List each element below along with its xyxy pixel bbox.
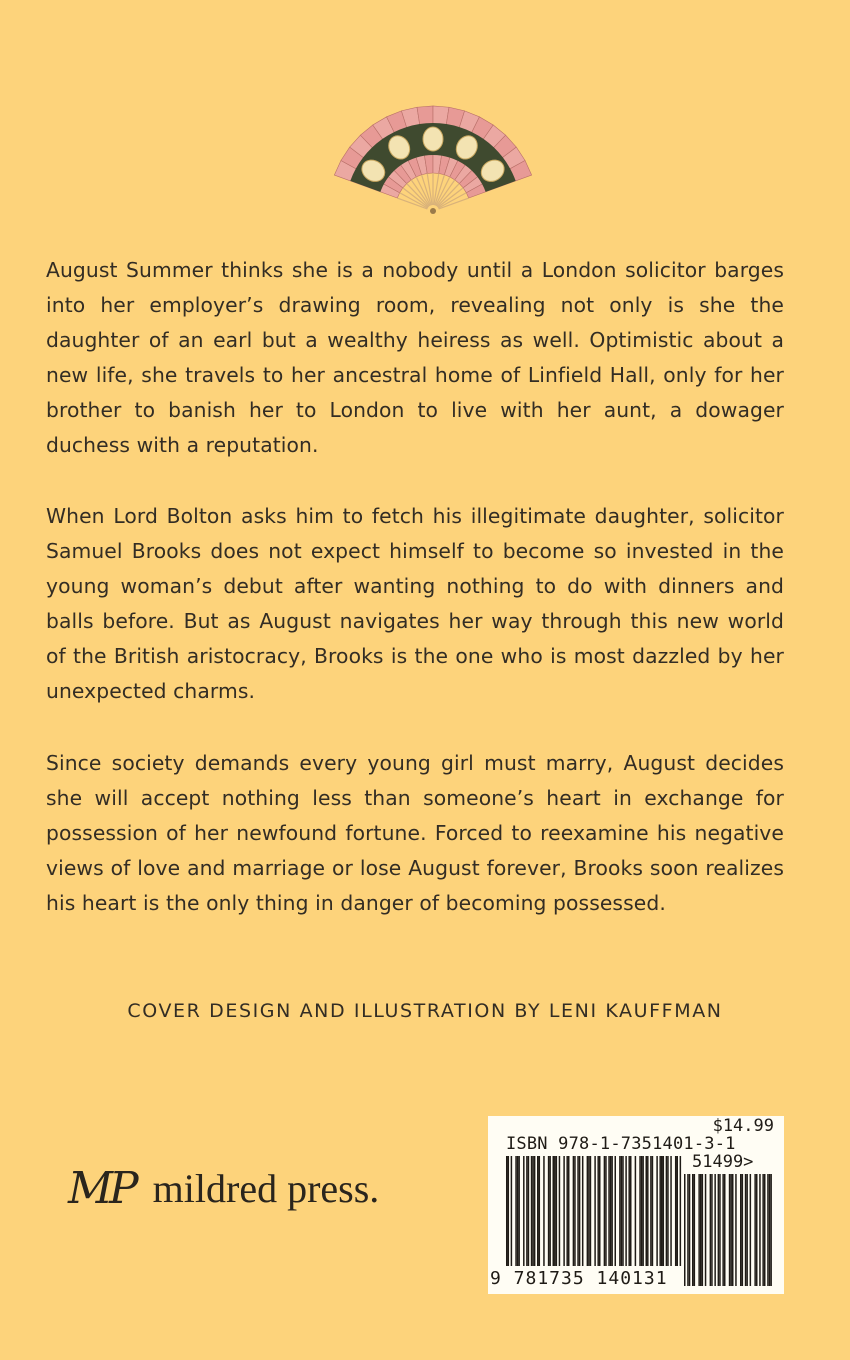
hand-fan-illustration [318, 96, 548, 216]
barcode-digits: 9 781735 140131 [490, 1268, 668, 1289]
publisher-logo [68, 1148, 379, 1228]
blurb-paragraph-1: August Summer thinks she is a nobody until a London solicitor barges into her employer’s drawing room, revealing not only is she the daughter of an earl but a wealthy heiress as well. Optimistic about a new life, she travels to her ancestral home of Linfield Hall, only for her brother to banish her to London to live with her aunt, a dowager duchess with a reputation. [46, 258, 784, 457]
publisher-name: mildred press. [152, 1165, 380, 1211]
blurb-paragraph-3: Since society demands every young girl must marry, August decides she will accept nothing less than someone’s heart in exchange for possession of her newfound fortune. Forced to reexamine his negative views of love and marriage or lose August forever, Brooks soon realizes his heart is the only thing in danger of becoming possessed. [46, 751, 784, 915]
barcode-isbn: ISBN 978-1-7351401-3-1 [506, 1134, 736, 1154]
publisher-monogram: MP [68, 1162, 135, 1214]
blurb-paragraph-2: When Lord Bolton asks him to fetch his illegitimate daughter, solicitor Samuel Brooks does not expect himself to become so invested in the young woman’s debut after wanting nothing to do with dinners and balls before. But as August navigates her way through this new world of the British aristocracy, Brooks is the one who is most dazzled by her unexpected charms. [46, 504, 784, 703]
isbn-barcode [488, 1116, 784, 1294]
barcode-price: $14.99 [712, 1116, 774, 1136]
cover-credit: COVER DESIGN AND ILLUSTRATION BY LENI KAUFFMAN [127, 1000, 723, 1022]
barcode-addon-digits: 51499> [692, 1152, 754, 1172]
